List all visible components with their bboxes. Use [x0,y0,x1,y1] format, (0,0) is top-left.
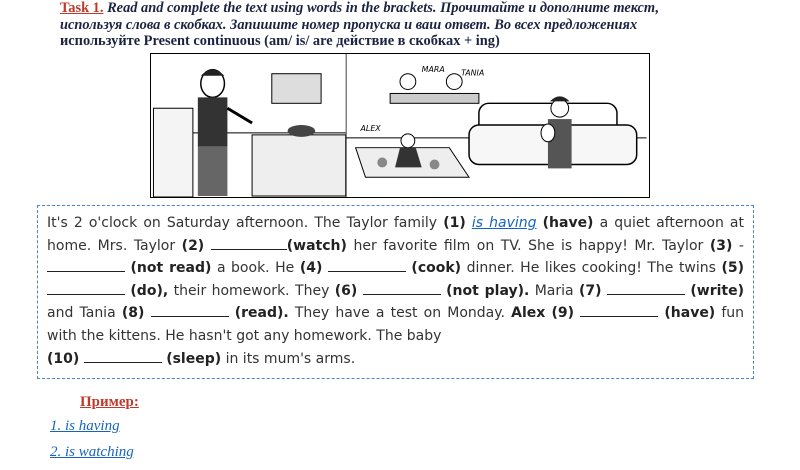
verb-hint: (have) [664,305,716,322]
exercise-text [37,205,754,379]
answer-blank[interactable] [84,349,162,363]
verb-hint: (have) [542,215,594,231]
text-segment: a book. He [211,260,300,277]
verb-hint: (watch) [286,237,347,254]
gap-number: (6) [334,282,358,299]
gap-number: (10) [47,350,80,367]
example-title: Пример: [80,394,139,410]
gap-number: (7) [579,282,602,299]
answer-blank[interactable] [151,303,229,317]
task-label: Task 1. [60,0,104,16]
verb-hint: (not read) [130,260,212,277]
answer-blank[interactable] [363,281,441,295]
verb-hint: (read). [234,305,289,322]
gap-number: (8) [121,305,145,322]
example-item-2[interactable]: 2. is watching [50,444,134,460]
verb-hint: (not play). [446,282,530,299]
gap-number: (5) [721,260,745,277]
name-alex: Alex [511,305,546,322]
answer-blank[interactable] [607,281,685,295]
answer-blank[interactable] [580,303,658,317]
gap-number: (1) [443,215,466,231]
text-segment: It's 2 o'clock on Saturday afternoon. The Taylor family [47,215,444,231]
verb-hint: (cook) [411,260,462,277]
label-alex: ALEX [360,123,381,133]
text-segment: They have a test on Monday. [288,305,512,322]
text-segment: their homework. They [168,282,335,299]
task-instructions [60,0,760,50]
gap-number: (3) [709,237,733,254]
answer-example: is having [471,215,537,231]
label-tania: TANIA [461,68,485,78]
verb-hint: (do), [130,282,169,299]
text-segment: - [732,237,744,254]
illustration [150,53,650,198]
label-mara: MARA [421,64,445,74]
instruction-line-1 [60,0,760,17]
text-segment: and Tania [47,305,122,322]
text-segment: Maria [529,282,580,299]
instruction-line-2: используя слова в скобках. Запишите номер пропуска и ваш ответ. Во всех предложениях [60,16,638,33]
gap-number: (2) [181,237,205,254]
text-segment: a quiet afternoon at home. Mrs. Taylor [47,215,745,254]
answer-blank[interactable] [47,258,125,272]
text-segment: her favorite film on TV. She is happy! Mr. Taylor [346,237,710,254]
family-illustration [151,54,649,197]
verb-hint: (sleep) [166,350,222,367]
text-segment: in its mum's arms. [221,350,356,367]
answer-blank[interactable] [211,236,287,250]
gap-number: (4) [299,260,323,277]
verb-hint: (write) [690,282,744,299]
instruction-line-3: используйте Present continuous (am/ is/ are действие в скобках + ing) [60,33,500,49]
gap-number: (9) [551,305,575,322]
example-item-1[interactable]: 1. is having [50,418,120,434]
instruction-text-1: Read and complete the text using words in the brackets. Прочитайте и дополните текст, [107,0,660,16]
text-segment: dinner. He likes cooking! The twins [461,260,722,277]
answer-blank[interactable] [328,258,406,272]
answer-blank[interactable] [47,281,125,295]
text-segment: fun with the kittens. He hasn't got any homework. The baby [47,305,745,344]
